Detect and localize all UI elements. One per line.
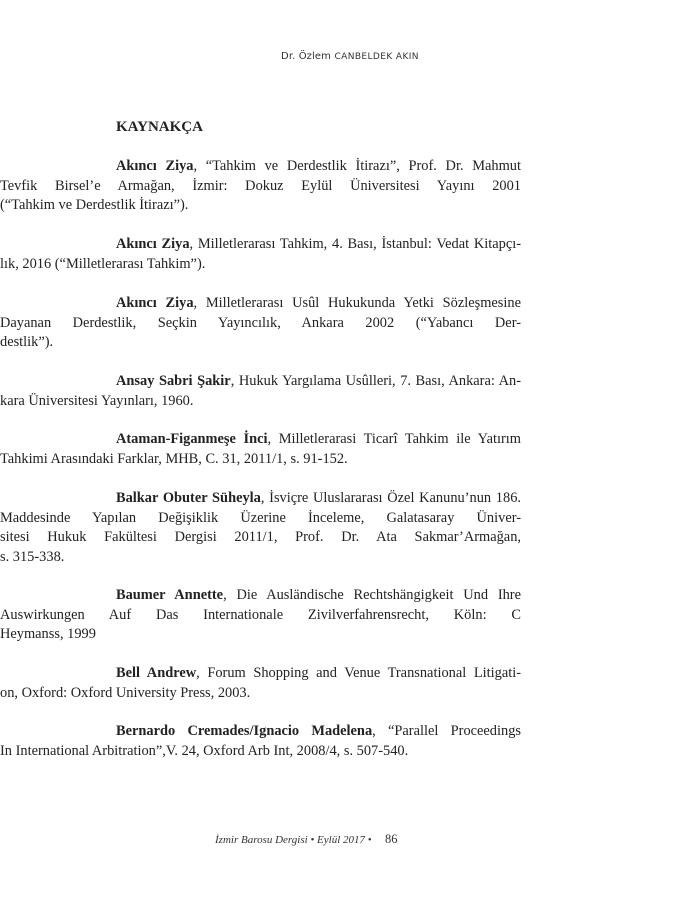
entry-text: , Die Ausländische Rechtshängigkeit Und Ihre xyxy=(223,587,521,603)
entry-author: Baumer Annette xyxy=(116,587,224,603)
entry-author: Akıncı Ziya xyxy=(116,158,194,174)
entry-text: kara Üniversitesi Yayınları, 1960. xyxy=(0,392,194,409)
entry-text: lık, 2016 (“Milletlerarası Tahkim”). xyxy=(0,255,206,272)
author-name: Dr. Özlem xyxy=(281,51,331,62)
entry-text: , Hukuk Yargılama Usûlleri, 7. Bası, Ankara: An- xyxy=(230,373,521,389)
section-heading: KAYNAKÇA xyxy=(116,119,203,135)
entry-text: Dayanan Derdestlik, Seçkin Yayıncılık, Ankara 2002 (“Yabancı Der- xyxy=(0,314,521,331)
entry-author: Bell Andrew xyxy=(116,665,197,681)
entry-text: on, Oxford: Oxford University Press, 2003. xyxy=(0,684,251,701)
entry-text: (“Tahkim ve Derdestlik İtirazı”). xyxy=(0,197,189,214)
entry-text: , Milletlerarasi Ticarî Tahkim ile Yatırım xyxy=(267,431,521,447)
entry-text: , Forum Shopping and Venue Transnational Litigati- xyxy=(196,665,521,681)
entry-text: , İsviçre Uluslararası Özel Kanunu’nun 186. xyxy=(260,490,521,506)
entry-text: sitesi Hukuk Fakültesi Dergisi 2011/1, Prof. Dr. Ata Sakmar’Armağan, xyxy=(0,529,521,546)
entry-author: Balkar Obuter Süheyla xyxy=(116,490,261,506)
bibliography-entry xyxy=(0,664,521,703)
entry-text: Tahkimi Arasındaki Farklar, MHB, C. 31, 2011/1, s. 91-152. xyxy=(0,450,348,467)
bibliography-entry xyxy=(0,586,521,645)
entry-text: , “Tahkim ve Derdestlik İtirazı”, Prof. Dr. Mahmut xyxy=(193,158,521,174)
bibliography-entry xyxy=(0,157,521,216)
entry-text: Auswirkungen Auf Das Internationale Zivilverfahrensrecht, Köln: C xyxy=(0,606,521,623)
entry-author: Akıncı Ziya xyxy=(116,236,190,252)
entry-text: In International Arbitration”,V. 24, Oxford Arb Int, 2008/4, s. 507-540. xyxy=(0,742,409,759)
page-number: 86 xyxy=(385,832,398,846)
running-head xyxy=(0,50,700,62)
entry-text: Maddesinde Yapılan Değişiklik Üzerine İnceleme, Galatasaray Üniver- xyxy=(0,509,521,526)
entry-author: Ataman-Figanmeşe İnci xyxy=(116,431,268,447)
entry-text: Heymanss, 1999 xyxy=(0,626,96,643)
entry-text: , Milletlerarası Tahkim, 4. Bası, İstanbul: Vedat Kitapçı- xyxy=(189,236,521,252)
entry-text: Tevfik Birsel’e Armağan, İzmir: Dokuz Eylül Üniversitesi Yayını 2001 xyxy=(0,177,521,194)
bibliography-entry xyxy=(0,372,521,411)
bibliography-entry xyxy=(0,722,521,761)
bibliography-entry xyxy=(0,489,521,568)
journal-info: İzmir Barosu Dergisi • Eylül 2017 • xyxy=(215,834,372,846)
entry-text: , “Parallel Proceedings xyxy=(372,723,521,739)
author-surname: CANBELDEK AKIN xyxy=(334,52,419,62)
entry-author: Bernardo Cremades/Ignacio Madelena xyxy=(116,723,373,739)
entry-author: Ansay Sabri Şakir xyxy=(116,373,231,389)
bibliography-entry xyxy=(0,430,521,469)
entry-text: , Milletlerarası Usûl Hukukunda Yetki Sözleşmesine xyxy=(193,295,521,311)
bibliography-entry xyxy=(0,235,521,274)
bibliography-entry xyxy=(0,294,521,353)
entry-text: destlik”). xyxy=(0,334,54,351)
entry-author: Akıncı Ziya xyxy=(116,295,194,311)
entry-text: s. 315-338. xyxy=(0,549,65,566)
